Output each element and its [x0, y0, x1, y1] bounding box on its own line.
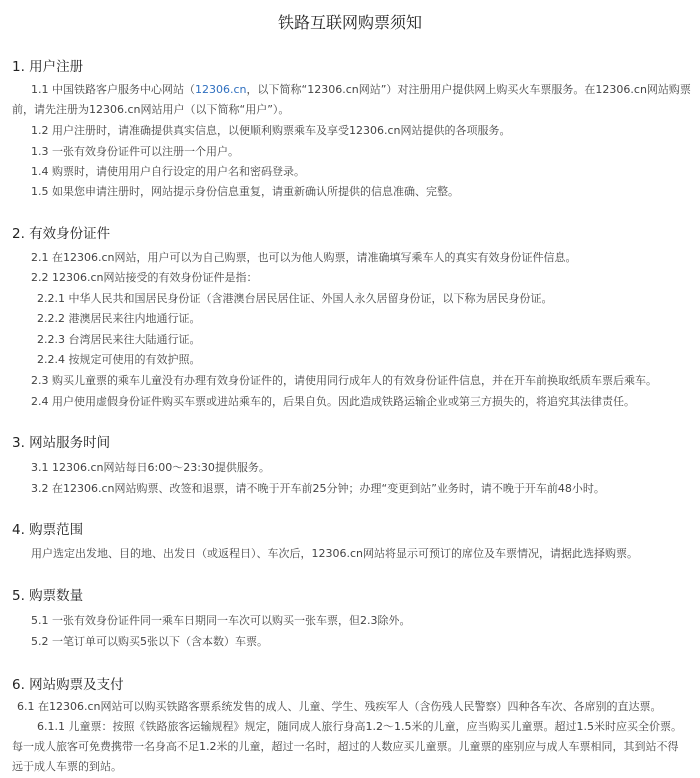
paragraph-2-1: 2.1 在12306.cn网站，用户可以为自己购票，也可以为他人购票，请准确填写乘车人的真实有效身份证件信息。 — [31, 251, 577, 264]
paragraph-1-1 — [31, 81, 691, 99]
paragraph-1-2: 1.2 用户注册时，请准确提供真实信息，以便顺利购票乘车及享受12306.cn网站提供的各项服务。 — [31, 124, 511, 137]
paragraph-6-1: 6.1 在12306.cn网站可以购买铁路客票系统发售的成人、儿童、学生、残疾军人（含伤残人民警察）四种各车次、各席别的直达票。 — [17, 700, 662, 713]
paragraph-5-2: 5.2 一笔订单可以购买5张以下（含本数）车票。 — [31, 635, 268, 648]
paragraph-2-2: 2.2 12306.cn网站接受的有效身份证件是指： — [31, 271, 258, 284]
paragraph-6-1-1-end: 远于成人车票的到站。 — [12, 760, 122, 773]
paragraph-5-1: 5.1 一张有效身份证件同一乘车日期同一车次可以购买一张车票，但2.3除外。 — [31, 614, 411, 627]
paragraph-2-2-3: 2.2.3 台湾居民来往大陆通行证。 — [37, 333, 201, 346]
paragraph-2-3: 2.3 购买儿童票的乘车儿童没有办理有效身份证件的，请使用同行成年人的有效身份证件信息，并在开车前换取纸质车票后乘车。 — [31, 374, 657, 387]
paragraph-2-2-1: 2.2.1 中华人民共和国居民身份证（含港澳台居民居住证、外国人永久居留身份证，以下称为居民身份证。 — [37, 292, 553, 305]
section-heading-purchase-quantity: 5. 购票数量 — [12, 588, 84, 604]
paragraph-1-1-text-a: 1.1 中国铁路客户服务中心网站（ — [31, 83, 195, 96]
paragraph-1-3: 1.3 一张有效身份证件可以注册一个用户。 — [31, 145, 239, 158]
paragraph-3-2: 3.2 在12306.cn网站购票、改签和退票，请不晚于开车前25分钟；办理“变更到站”业务时，请不晚于开车前48小时。 — [31, 482, 605, 495]
paragraph-1-4: 1.4 购票时，请使用用户自行设定的用户名和密码登录。 — [31, 165, 305, 178]
section-heading-online-purchase: 6. 网站购票及支付 — [12, 677, 124, 693]
paragraph-6-1-1-continued: 每一成人旅客可免费携带一名身高不足1.2米的儿童，超过一名时，超过的人数应买儿童票。儿童票的座别应与成人车票相同，其到站不得 — [12, 740, 679, 753]
site-link[interactable]: 12306.cn — [195, 83, 247, 96]
paragraph-1-1-text-b: ，以下简称“12306.cn网站”）对注册用户提供网上购买火车票服务。在12306.cn网站购票 — [246, 83, 691, 96]
section-heading-purchase-scope: 4. 购票范围 — [12, 522, 84, 538]
paragraph-2-4: 2.4 用户使用虚假身份证件购买车票或进站乘车的，后果自负。因此造成铁路运输企业或第三方损失的，将追究其法律责任。 — [31, 395, 635, 408]
paragraph-3-1: 3.1 12306.cn网站每日6:00～23:30提供服务。 — [31, 461, 270, 474]
page-title: 铁路互联网购票须知 — [277, 13, 422, 32]
paragraph-4-1: 用户选定出发地、目的地、出发日（或返程日）、车次后，12306.cn网站将显示可预订的席位及车票情况，请据此选择购票。 — [31, 547, 639, 560]
section-heading-user-registration: 1. 用户注册 — [12, 59, 84, 75]
paragraph-2-2-2: 2.2.2 港澳居民来往内地通行证。 — [37, 312, 201, 325]
section-heading-service-hours: 3. 网站服务时间 — [12, 435, 111, 451]
paragraph-2-2-4: 2.2.4 按规定可使用的有效护照。 — [37, 353, 201, 366]
paragraph-6-1-1: 6.1.1 儿童票：按照《铁路旅客运输规程》规定，随同成人旅行身高1.2～1.5米的儿童，应当购买儿童票。超过1.5米时应买全价票。 — [37, 720, 682, 733]
section-heading-valid-id: 2. 有效身份证件 — [12, 226, 111, 242]
paragraph-1-1-continued: 前，请先注册为12306.cn网站用户（以下简称“用户”）。 — [12, 103, 290, 116]
paragraph-1-5: 1.5 如果您申请注册时，网站提示身份信息重复，请重新确认所提供的信息准确、完整。 — [31, 185, 459, 198]
